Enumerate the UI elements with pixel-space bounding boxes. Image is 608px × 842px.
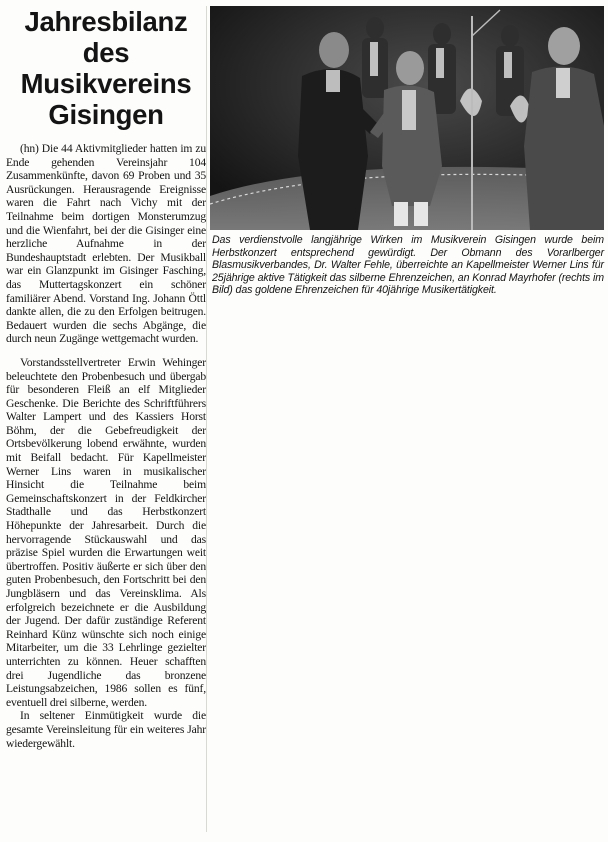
article-headline bbox=[6, 6, 206, 130]
headline-line: Gisingen bbox=[48, 99, 164, 130]
headline-line: Musikvereins bbox=[20, 68, 192, 99]
article-paragraph: (hn) Die 44 Aktivmitglieder hatten im zu Ende gehenden Vereinsjahr 104 Zusammenkünfte, davon 69 Proben und 35 Ausrückungen. Herausragende Ereignisse waren die Fahrt nach Vichy mit der Teilnahme beim dortigen Monsterumzug und die Wienfahrt, bei der die Gisinger eine herzliche Aufnahme in der Bundeshauptstadt erlebten. Der Musikball war ein Glanzpunkt im Gisinger Fasching, das Muttertagskonzert ein schöner familiärer Abend. Vorstand Ing. Johann Öttl dankte allen, die zu den Erfolgen beitrugen. Bedauert wurden die sechs Abgänge, die durch neun Zugänge wettgemacht wurden. bbox=[6, 142, 206, 346]
article-paragraph: In seltener Einmütigkeit wurde die gesamte Vereinsleitung für ein weiteres Jahr wiedergewählt. bbox=[6, 709, 206, 750]
photo-image bbox=[210, 6, 604, 230]
article-paragraph: Vorstandsstellvertreter Erwin Wehinger beleuchtete den Probenbesuch und übergab für besonderen Fleiß an elf Mitglieder Geschenke. Die Berichte des Schriftführers Walter Lampert und des Kassiers Horst Böhm, der die Gebefreudigkeit der Ortsbevölkerung lobend erwähnte, wurden mit Beifall bedacht. Für Kapellmeister Werner Lins waren in musikalischer Hinsicht die Teilnahme beim Gemeinschaftskonzert in der Feldkircher Stadthalle und das Herbstkonzert Höhepunkte der Jahresarbeit. Durch die hervorragende Stückauswahl und das präzise Spiel wurden die Erwartungen weit übertroffen. Positiv äußerte er sich über den guten Probenbesuch, den Fortschritt bei den Jungbläsern und das Vereinsklima. Als erfolgreich bezeichnete er die Ausbildung der Jugend. Der dafür zuständige Referent Reinhard Künz wünschte sich noch einige Mitarbeiter, um die 33 Lehrlinge gezielter unterrichten zu können. Heuer schafften drei Jugendliche das bronzene Leistungsabzeichen, 1986 sollen es fünf, eventuell drei silberne, werden. bbox=[6, 355, 206, 709]
headline-line: des bbox=[82, 37, 130, 68]
news-photo bbox=[210, 6, 604, 230]
photo-caption: Das verdienstvolle langjährige Wirken im Musikverein Gisingen wurde beim Herbstkonzert entsprechend gewürdigt. Der Obmann des Vorarlberger Blasmusikverbandes, Dr. Walter Fehle, überreichte an Kapellmeister Werner Lins für 25jährige aktive Tätigkeit das silberne Ehrenzeichen, an Konrad Mayrhofer (rechts im Bild) das goldene Ehrenzeichen für 40jährige Musikertätigkeit. bbox=[212, 234, 604, 297]
column-divider bbox=[206, 6, 207, 832]
article-column bbox=[6, 6, 206, 750]
article-body bbox=[6, 142, 206, 750]
headline-line: Jahresbilanz bbox=[24, 6, 188, 37]
